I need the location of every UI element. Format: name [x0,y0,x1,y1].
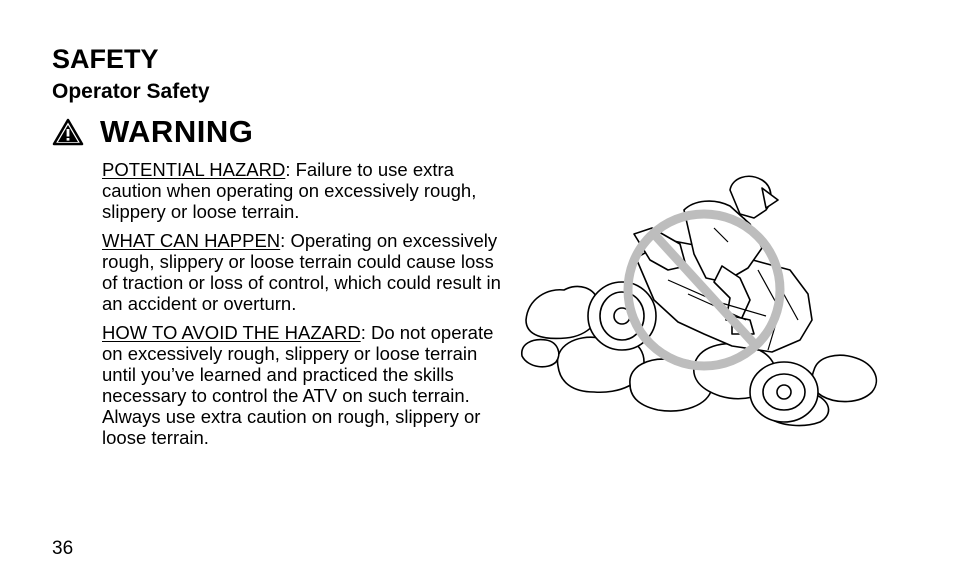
warning-triangle-icon [52,118,84,146]
consequence-term: WHAT CAN HAPPEN [102,230,281,251]
avoidance-text: : Do not operate on excessively rough, slippery or loose terrain until you’ve learned and practiced the skills necessary to control the ATV on such terrain. Always use extra caution on rough, slippery or loose terrain. [102,322,494,448]
section-title: SAFETY [52,44,159,74]
hazard-text: : Failure to use extra caution when operating on excessively rough, slippery or loose terrain. [102,159,477,222]
subsection-title: Operator Safety [52,80,210,103]
page-number: 36 [52,538,74,559]
hazard-term: POTENTIAL HAZARD [102,159,286,180]
warning-title: WARNING [100,114,254,149]
warning-header [52,114,253,150]
warning-body [102,159,512,456]
avoidance-paragraph [102,322,512,448]
hazard-paragraph [102,159,512,222]
avoidance-term: HOW TO AVOID THE HAZARD [102,322,361,343]
consequence-text: : Operating on excessively rough, slippery or loose terrain could cause loss of traction or loss of control, which could result in an accident or overturn. [102,230,501,314]
atv-on-rocks-prohibited-icon [518,170,890,430]
consequence-paragraph [102,230,512,314]
